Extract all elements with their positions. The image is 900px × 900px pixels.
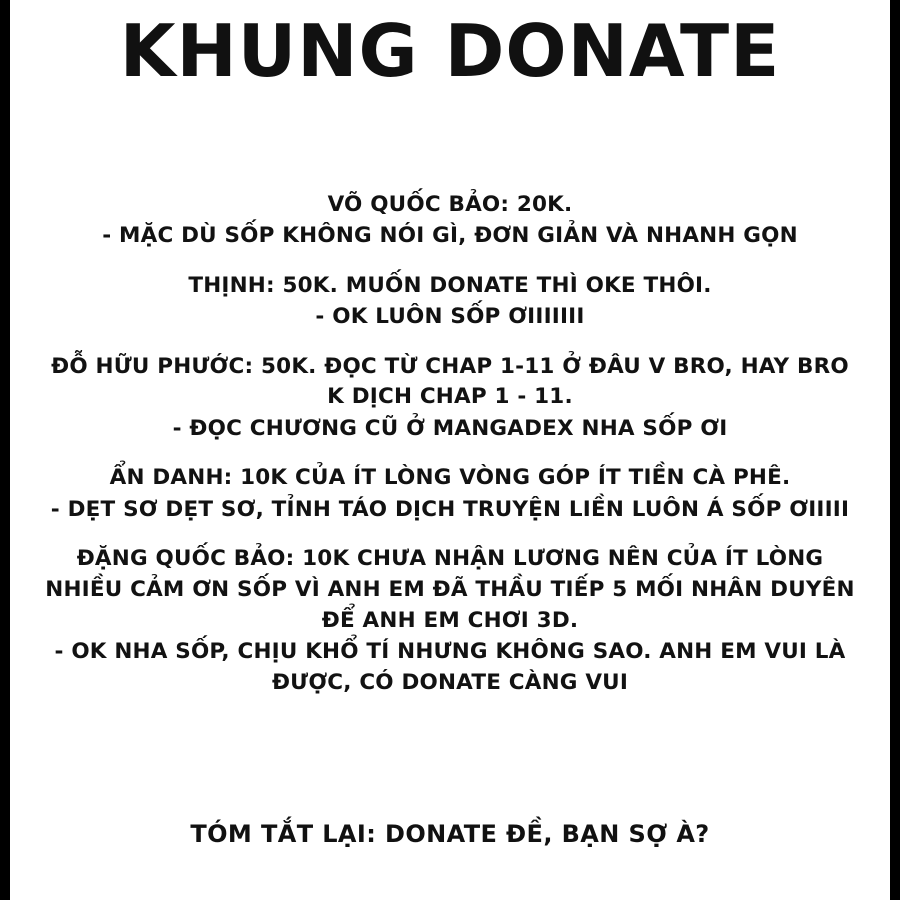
donation-entry-list (40, 190, 860, 717)
donation-line: ĐẶNG QUỐC BẢO: 10K CHƯA NHẬN LƯƠNG NÊN CỦA ÍT LÒNG NHIỀU CẢM ƠN SỐP VÌ ANH EM ĐÃ THẦU TIẾP 5 MỐI NHÂN DUYÊN ĐỂ ANH EM CHƠI 3D. (45, 546, 855, 633)
donation-line: THỊNH: 50K. MUỐN DONATE THÌ OKE THÔI. (188, 272, 712, 298)
right-edge-bar (890, 0, 900, 900)
footer-summary: TÓM TẮT LẠI: DONATE ĐỀ, BẠN SỢ À? (190, 820, 710, 848)
donation-reply: - ĐỌC CHƯƠNG CŨ Ở MANGADEX NHA SỐP ƠI (172, 415, 728, 441)
donation-entry (40, 190, 860, 252)
donation-line: VÕ QUỐC BẢO: 20K. (327, 191, 573, 217)
donation-line: ĐỖ HỮU PHƯỚC: 50K. ĐỌC TỪ CHAP 1-11 Ở ĐÂU V BRO, HAY BRO K DỊCH CHAP 1 - 11. (51, 353, 849, 410)
donation-entry (40, 352, 860, 445)
donation-reply: - OK NHA SỐP, CHỊU KHỔ TÍ NHƯNG KHÔNG SAO. ANH EM VUI LÀ ĐƯỢC, CÓ DONATE CÀNG VUI (54, 639, 846, 695)
donation-reply: - MẶC DÙ SỐP KHÔNG NÓI GÌ, ĐƠN GIẢN VÀ NHANH GỌN (102, 223, 798, 249)
donation-line: ẨN DANH: 10K CỦA ÍT LÒNG VÒNG GÓP ÍT TIỀN CÀ PHÊ. (109, 465, 791, 491)
donation-entry (40, 271, 860, 333)
donation-reply: - DẸT SƠ DẸT SƠ, TỈNH TÁO DỊCH TRUYỆN LIỀN LUÔN Á SỐP ƠIIIII (50, 496, 850, 522)
donation-entry (40, 544, 860, 698)
donation-entry (40, 463, 860, 525)
donation-reply: - OK LUÔN SỐP ƠIIIIIII (315, 304, 585, 330)
left-edge-bar (0, 0, 10, 900)
page-title: KHUNG DONATE (119, 9, 781, 93)
